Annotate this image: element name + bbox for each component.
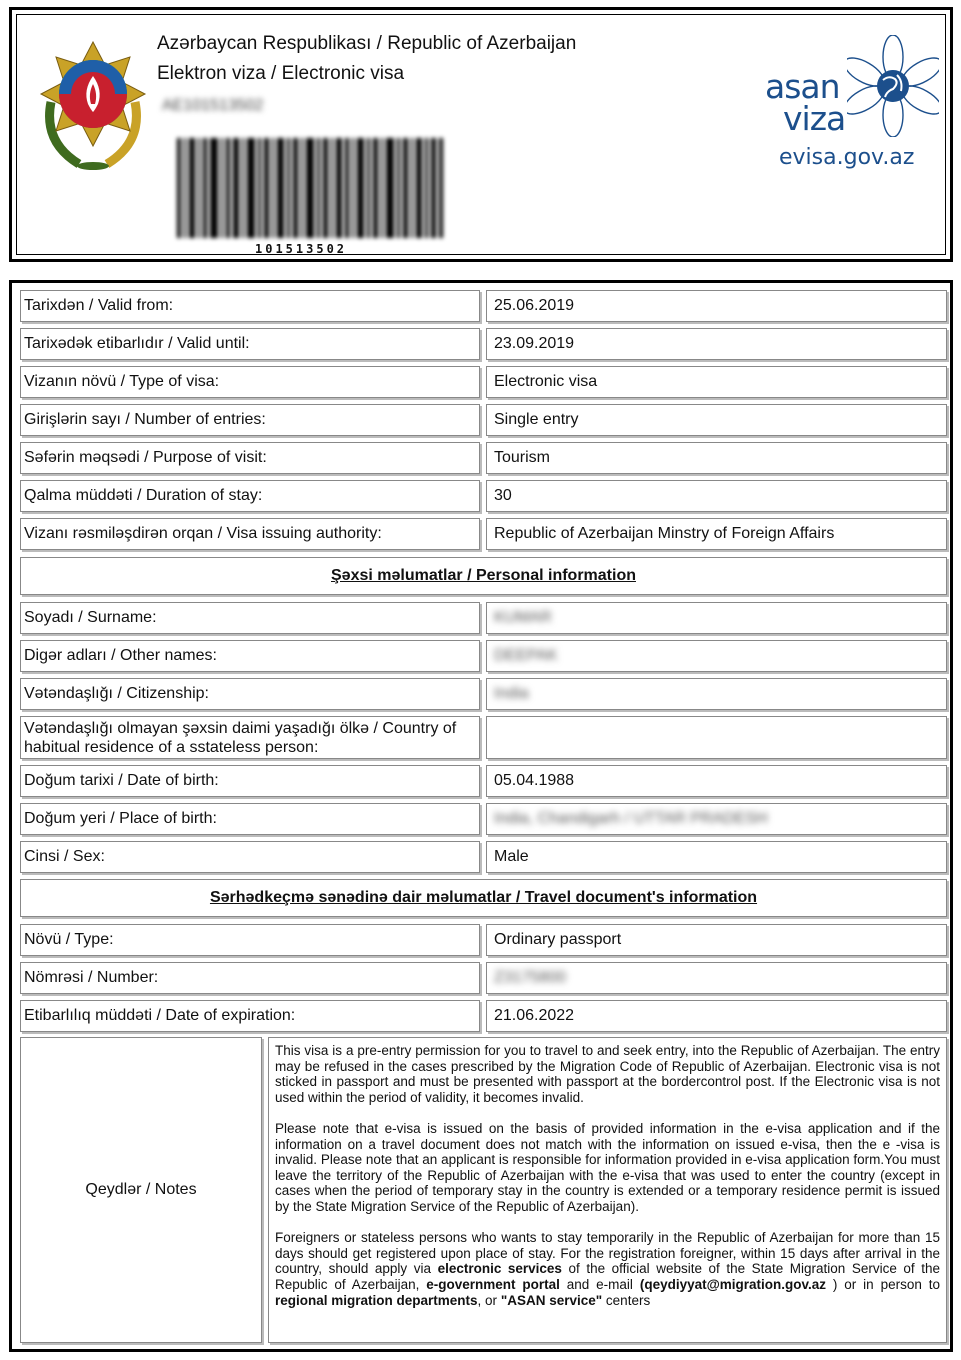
pob-text: India, Chandigarh / UTTAR PRADESH <box>494 810 768 827</box>
duration-value: 30 <box>486 480 947 512</box>
purpose-value: Tourism <box>486 442 947 474</box>
notes-p3-g: ) or in person to <box>826 1276 940 1292</box>
barcode-icon <box>177 138 445 238</box>
logo-word-viza: viza <box>783 99 846 138</box>
valid-from-label: Tarixdən / Valid from: <box>20 290 480 322</box>
notes-p3-a: Foreigners or stateless persons who wants to stay temporarily in the Republic of Azerbaijan for more than 15 days should get registered upon place of stay. For the registration foreigner, within 15 days after arrival in the country, should apply via <box>275 1230 940 1277</box>
residence-value <box>486 716 947 759</box>
doc-number-label: Nömrəsi / Number: <box>20 962 480 994</box>
sex-value: Male <box>486 841 947 873</box>
notes-p3-i: , or <box>477 1292 501 1308</box>
notes-label: Qeydlər / Notes <box>20 1037 262 1343</box>
authority-label: Vizanı rəsmiləşdirən orqan / Visa issuing authority: <box>20 518 480 550</box>
flower-globe-icon <box>847 35 939 137</box>
reference-code: AE101513502 <box>162 97 264 114</box>
citizenship-value <box>486 678 947 710</box>
notes-text <box>268 1037 947 1343</box>
duration-label: Qalma müddəti / Duration of stay: <box>20 480 480 512</box>
doc-type-label: Növü / Type: <box>20 924 480 956</box>
visa-header <box>9 7 953 262</box>
expiration-value: 21.06.2022 <box>486 1000 947 1032</box>
entries-label: Girişlərin sayı / Number of entries: <box>20 404 480 436</box>
dob-value: 05.04.1988 <box>486 765 947 797</box>
barcode-number: 101513502 <box>255 242 348 256</box>
citizenship-text: India <box>494 685 529 702</box>
surname-text: KUMAR <box>494 609 552 626</box>
citizenship-label: Vətəndaşlığı / Citizenship: <box>20 678 480 710</box>
entries-value: Single entry <box>486 404 947 436</box>
travel-doc-heading: Sərhədkeçmə sənədinə dair məlumatlar / Travel document's information <box>20 879 947 917</box>
purpose-label: Səfərin məqsədi / Purpose of visit: <box>20 442 480 474</box>
notes-p3-k: centers <box>602 1292 651 1308</box>
notes-p3-asan-service: "ASAN service" <box>500 1292 603 1308</box>
doc-number-value <box>486 962 947 994</box>
surname-value <box>486 602 947 634</box>
other-names-label: Digər adları / Other names: <box>20 640 480 672</box>
visa-type-label: Vizanın növü / Type of visa: <box>20 366 480 398</box>
valid-until-label: Tarixədək etibarlıdır / Valid until: <box>20 328 480 360</box>
document-title: Azərbaycan Respublikası / Republic of Azerbaijan <box>157 33 577 54</box>
valid-until-value: 23.09.2019 <box>486 328 947 360</box>
notes-p3-egov-portal: e-government portal <box>426 1276 560 1292</box>
logo-word-asan: asan <box>765 67 840 106</box>
visa-details <box>9 280 953 1352</box>
notes-paragraph-2: Please note that e-visa is issued on the basis of provided information in the e-visa application and if the information on a travel document does not match with the information on issued e-visa, then the e -visa is invalid. Please note that an applicant is responsible for information provided in e-visa application form.You must leave the territory of the Republic of Azerbaijan with the e-visa that was used to enter the country (except in cases when the period of temporary stay in the country is extended or a temporary residence permit is issued by the State Migration Service of the Republic of Azerbaijan). <box>275 1120 940 1214</box>
asan-viza-logo <box>765 35 945 185</box>
notes-p3-regional-departments: regional migration departments <box>275 1292 478 1308</box>
personal-info-heading: Şəxsi məlumatlar / Personal information <box>20 557 947 595</box>
doc-number-text: Z3175800 <box>494 969 567 986</box>
sex-label: Cinsi / Sex: <box>20 841 480 873</box>
azerbaijan-coat-of-arms-icon <box>39 32 147 172</box>
pob-label: Doğum yeri / Place of birth: <box>20 803 480 835</box>
dob-label: Doğum tarixi / Date of birth: <box>20 765 480 797</box>
valid-from-value: 25.06.2019 <box>486 290 947 322</box>
visa-type-value: Electronic visa <box>486 366 947 398</box>
other-names-value <box>486 640 947 672</box>
visa-header-inner <box>16 14 946 255</box>
notes-p3-c: of the official website of the State Migration Service of the Republic of Azerbaijan, <box>275 1261 940 1292</box>
document-subtitle: Elektron viza / Electronic visa <box>157 63 405 84</box>
surname-label: Soyadı / Surname: <box>20 602 480 634</box>
logo-url: evisa.gov.az <box>779 145 915 170</box>
notes-paragraph-3 <box>275 1230 940 1308</box>
residence-label: Vətəndaşlığı olmayan şəxsin daimi yaşadığı ölkə / Country of habitual residence of a sstateless person: <box>20 716 480 759</box>
notes-p3-email: (qeydiyyat@migration.gov.az <box>639 1276 827 1292</box>
notes-paragraph-1: This visa is a pre-entry permission for you to travel to and seek entry, into the Republic of Azerbaijan. The entry may be refused in the cases prescribed by the Migration Code of Republic of Azerbaijan. Electronic visa is not sticked in passport and must be presented with passport at the bordercontrol post. If the Electronic visa is not used within the period of validity, it becomes invalid. <box>275 1043 940 1105</box>
doc-type-value: Ordinary passport <box>486 924 947 956</box>
pob-value <box>486 803 947 835</box>
notes-p3-electronic-services: electronic services <box>437 1261 562 1277</box>
other-names-text: DEEPAK <box>494 647 558 664</box>
expiration-label: Etibarlılıq müddəti / Date of expiration: <box>20 1000 480 1032</box>
authority-value: Republic of Azerbaijan Minstry of Foreign Affairs <box>486 518 947 550</box>
notes-p3-e: and e-mail <box>559 1276 640 1292</box>
